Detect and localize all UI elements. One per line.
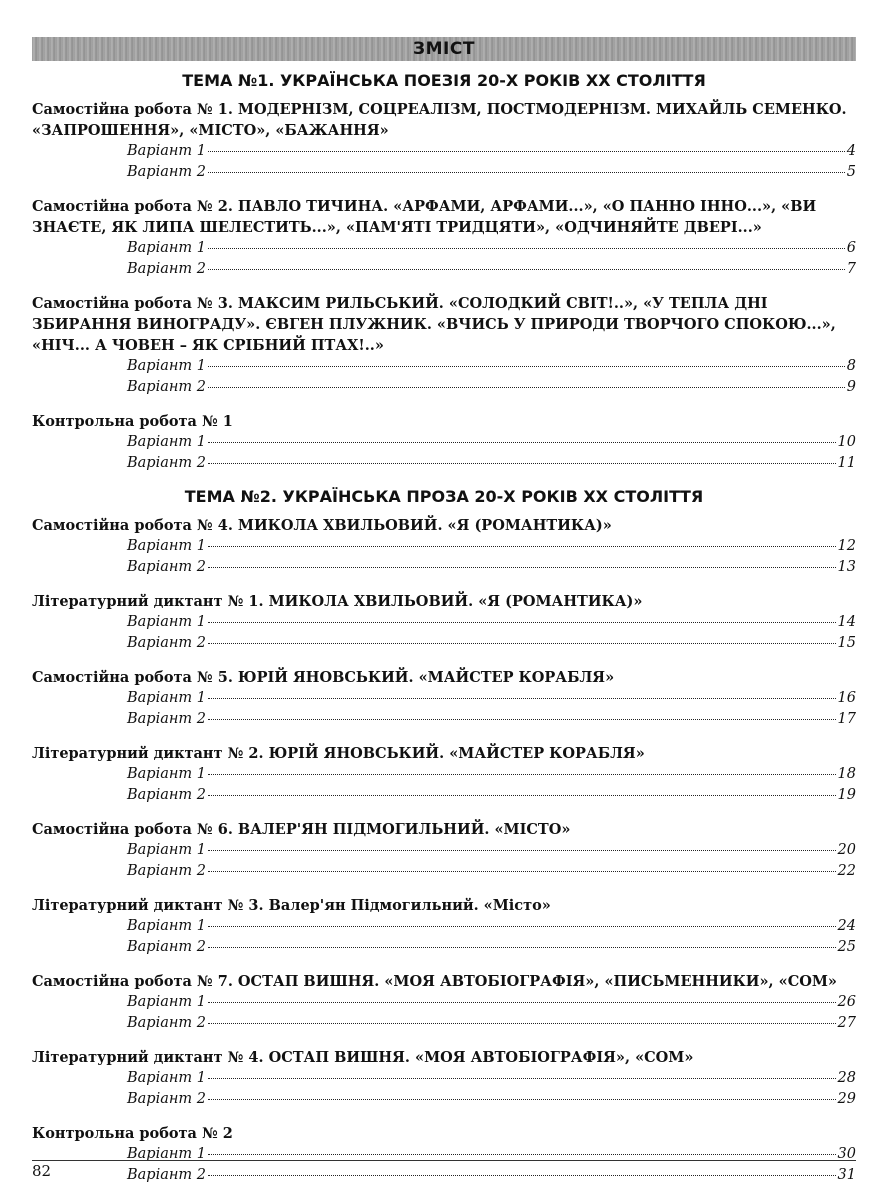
toc-entry[interactable] bbox=[32, 356, 856, 377]
dot-leader bbox=[208, 719, 836, 720]
section-label: Самостійна робота № 7. bbox=[32, 973, 233, 990]
section-title bbox=[32, 411, 856, 432]
toc-header-bar bbox=[32, 37, 856, 61]
toc-content bbox=[32, 64, 856, 1199]
variant-label: Варіант 1 bbox=[127, 1146, 206, 1162]
toc-entry[interactable] bbox=[32, 861, 856, 882]
variant-label: Варіант 1 bbox=[127, 358, 206, 374]
section-label: Самостійна робота № 4. bbox=[32, 517, 233, 534]
dot-leader bbox=[208, 795, 836, 796]
dot-leader bbox=[208, 1002, 836, 1003]
variant-label: Варіант 2 bbox=[127, 787, 206, 803]
dot-leader bbox=[208, 1023, 836, 1024]
entry-page-number: 13 bbox=[837, 559, 856, 575]
section-label: Самостійна робота № 6. bbox=[32, 821, 233, 838]
entry-page-number: 18 bbox=[837, 766, 856, 782]
entry-page-number: 17 bbox=[837, 711, 856, 727]
variant-label: Варіант 1 bbox=[127, 240, 206, 256]
section-topic: ВАЛЕР'ЯН ПІДМОГИЛЬНИЙ. «МІСТО» bbox=[232, 821, 571, 838]
dot-leader bbox=[208, 387, 845, 388]
dot-leader bbox=[208, 1175, 836, 1176]
section-title bbox=[32, 895, 856, 916]
variant-label: Варіант 2 bbox=[127, 1167, 206, 1183]
section-title bbox=[32, 515, 856, 536]
toc-entry[interactable] bbox=[32, 709, 856, 730]
section-label: Контрольна робота № 2 bbox=[32, 1125, 233, 1142]
toc-entry[interactable] bbox=[32, 259, 856, 280]
toc-entry[interactable] bbox=[32, 1013, 856, 1034]
toc-entry[interactable] bbox=[32, 453, 856, 474]
entry-page-number: 29 bbox=[837, 1091, 856, 1107]
dot-leader bbox=[208, 643, 836, 644]
variant-label: Варіант 1 bbox=[127, 842, 206, 858]
entry-page-number: 24 bbox=[837, 918, 856, 934]
entry-page-number: 8 bbox=[846, 358, 856, 374]
toc-entry[interactable] bbox=[32, 1165, 856, 1186]
dot-leader bbox=[208, 567, 836, 568]
toc-entry[interactable] bbox=[32, 141, 856, 162]
section-title bbox=[32, 196, 856, 238]
entry-page-number: 12 bbox=[837, 538, 856, 554]
dot-leader bbox=[208, 947, 836, 948]
entry-page-number: 16 bbox=[837, 690, 856, 706]
section-topic: ЮРІЙ ЯНОВСЬКИЙ. «МАЙСТЕР КОРАБЛЯ» bbox=[263, 745, 645, 762]
variant-label: Варіант 1 bbox=[127, 143, 206, 159]
section-topic: МАКСИМ РИЛЬСЬКИЙ. «СОЛОДКИЙ СВІТ!..», «У ТЕПЛА ДНІ ЗБИРАННЯ ВИНОГРАДУ». ЄВГЕН ПЛУЖНИК. «ВЧИСЬ У ПРИРОДИ ТВОРЧОГО СПОКОЮ...», «НІЧ... А ЧОВЕН – ЯК СРІБНИЙ ПТАХ!..» bbox=[32, 295, 836, 354]
dot-leader bbox=[208, 926, 836, 927]
variant-label: Варіант 2 bbox=[127, 635, 206, 651]
section-label: Літературний диктант № 4. bbox=[32, 1049, 264, 1066]
toc-section bbox=[32, 1123, 856, 1186]
toc-section bbox=[32, 591, 856, 654]
variant-label: Варіант 2 bbox=[127, 455, 206, 471]
toc-entry[interactable] bbox=[32, 764, 856, 785]
toc-section bbox=[32, 819, 856, 882]
dot-leader bbox=[208, 151, 845, 152]
toc-entry[interactable] bbox=[32, 612, 856, 633]
section-label: Літературний диктант № 2. bbox=[32, 745, 264, 762]
dot-leader bbox=[208, 622, 836, 623]
toc-entry[interactable] bbox=[32, 785, 856, 806]
variant-label: Варіант 2 bbox=[127, 1091, 206, 1107]
section-title bbox=[32, 293, 856, 356]
section-title bbox=[32, 1047, 856, 1068]
dot-leader bbox=[208, 248, 845, 249]
toc-heading: ЗМІСТ bbox=[413, 39, 475, 59]
entry-page-number: 30 bbox=[837, 1146, 856, 1162]
section-label: Контрольна робота № 1 bbox=[32, 413, 233, 430]
dot-leader bbox=[208, 1078, 836, 1079]
theme-title: ТЕМА №2. УКРАЇНСЬКА ПРОЗА 20-Х РОКІВ ХХ СТОЛІТТЯ bbox=[184, 487, 704, 506]
entry-page-number: 10 bbox=[837, 434, 856, 450]
entry-page-number: 27 bbox=[837, 1015, 856, 1031]
section-topic: ЮРІЙ ЯНОВСЬКИЙ. «МАЙСТЕР КОРАБЛЯ» bbox=[232, 669, 615, 686]
toc-entry[interactable] bbox=[32, 536, 856, 557]
page-number: 82 bbox=[32, 1162, 52, 1180]
toc-entry[interactable] bbox=[32, 840, 856, 861]
toc-section bbox=[32, 743, 856, 806]
section-topic: ОСТАП ВИШНЯ. «МОЯ АВТОБІОГРАФІЯ», «СОМ» bbox=[263, 1049, 694, 1066]
variant-label: Варіант 1 bbox=[127, 690, 206, 706]
entry-page-number: 22 bbox=[837, 863, 856, 879]
section-topic: МОДЕРНІЗМ, СОЦРЕАЛІЗМ, ПОСТМОДЕРНІЗМ. МИХАЙЛЬ СЕМЕНКО. «ЗАПРОШЕННЯ», «МІСТО», «БАЖАННЯ» bbox=[32, 101, 847, 139]
dot-leader bbox=[208, 698, 836, 699]
toc-section bbox=[32, 895, 856, 958]
section-title bbox=[32, 971, 856, 992]
entry-page-number: 9 bbox=[846, 379, 856, 395]
theme-title: ТЕМА №1. УКРАЇНСЬКА ПОЕЗІЯ 20-Х РОКІВ ХХ СТОЛІТТЯ bbox=[182, 71, 706, 90]
toc-section bbox=[32, 1047, 856, 1110]
section-title bbox=[32, 1123, 856, 1144]
section-topic: ОСТАП ВИШНЯ. «МОЯ АВТОБІОГРАФІЯ», «ПИСЬМЕННИКИ», «СОМ» bbox=[232, 973, 837, 990]
toc-section bbox=[32, 667, 856, 730]
entry-page-number: 14 bbox=[837, 614, 856, 630]
section-label: Літературний диктант № 3. bbox=[32, 897, 264, 914]
dot-leader bbox=[208, 1099, 836, 1100]
toc-section bbox=[32, 971, 856, 1034]
section-topic: Валер'ян Підмогильний. «Місто» bbox=[263, 897, 551, 914]
toc-entry[interactable] bbox=[32, 377, 856, 398]
entry-page-number: 15 bbox=[837, 635, 856, 651]
toc-section bbox=[32, 196, 856, 280]
toc-entry[interactable] bbox=[32, 432, 856, 453]
entry-page-number: 4 bbox=[846, 143, 856, 159]
toc-entry[interactable] bbox=[32, 633, 856, 654]
dot-leader bbox=[208, 442, 836, 443]
dot-leader bbox=[208, 546, 836, 547]
variant-label: Варіант 2 bbox=[127, 164, 206, 180]
section-label: Самостійна робота № 3. bbox=[32, 295, 233, 312]
entry-page-number: 25 bbox=[837, 939, 856, 955]
section-label: Самостійна робота № 2. bbox=[32, 198, 233, 215]
toc-entry[interactable] bbox=[32, 1089, 856, 1110]
entry-page-number: 28 bbox=[837, 1070, 856, 1086]
variant-label: Варіант 1 bbox=[127, 538, 206, 554]
variant-label: Варіант 2 bbox=[127, 863, 206, 879]
section-title bbox=[32, 591, 856, 612]
entry-page-number: 26 bbox=[837, 994, 856, 1010]
variant-label: Варіант 2 bbox=[127, 1015, 206, 1031]
entry-page-number: 31 bbox=[837, 1167, 856, 1183]
variant-label: Варіант 1 bbox=[127, 918, 206, 934]
dot-leader bbox=[208, 1154, 836, 1155]
section-label: Літературний диктант № 1. bbox=[32, 593, 264, 610]
toc-section bbox=[32, 515, 856, 578]
section-title bbox=[32, 667, 856, 688]
section-title bbox=[32, 819, 856, 840]
section-topic: МИКОЛА ХВИЛЬОВИЙ. «Я (РОМАНТИКА)» bbox=[263, 593, 643, 610]
toc-section bbox=[32, 411, 856, 474]
section-topic: ПАВЛО ТИЧИНА. «АРФАМИ, АРФАМИ...», «О ПАННО ІННО...», «ВИ ЗНАЄТЕ, ЯК ЛИПА ШЕЛЕСТИТЬ...», «ПАМ'ЯТІ ТРИДЦЯТИ», «ОДЧИНЯЙТЕ ДВЕРІ...» bbox=[32, 198, 817, 236]
variant-label: Варіант 1 bbox=[127, 1070, 206, 1086]
toc-entry[interactable] bbox=[32, 1068, 856, 1089]
dot-leader bbox=[208, 850, 836, 851]
toc-section bbox=[32, 99, 856, 183]
entry-page-number: 7 bbox=[846, 261, 856, 277]
dot-leader bbox=[208, 172, 845, 173]
toc-entry[interactable] bbox=[32, 688, 856, 709]
section-title bbox=[32, 743, 856, 764]
section-title bbox=[32, 99, 856, 141]
toc-entry[interactable] bbox=[32, 937, 856, 958]
dot-leader bbox=[208, 463, 836, 464]
variant-label: Варіант 1 bbox=[127, 614, 206, 630]
entry-page-number: 11 bbox=[837, 455, 856, 471]
toc-section bbox=[32, 293, 856, 398]
toc-entry[interactable] bbox=[32, 1144, 856, 1165]
dot-leader bbox=[208, 871, 836, 872]
variant-label: Варіант 1 bbox=[127, 994, 206, 1010]
toc-entry[interactable] bbox=[32, 992, 856, 1013]
toc-entry[interactable] bbox=[32, 162, 856, 183]
variant-label: Варіант 2 bbox=[127, 261, 206, 277]
entry-page-number: 20 bbox=[837, 842, 856, 858]
variant-label: Варіант 2 bbox=[127, 711, 206, 727]
footer-divider bbox=[32, 1160, 856, 1161]
variant-label: Варіант 2 bbox=[127, 559, 206, 575]
toc-entry[interactable] bbox=[32, 557, 856, 578]
dot-leader bbox=[208, 269, 845, 270]
variant-label: Варіант 2 bbox=[127, 379, 206, 395]
toc-entry[interactable] bbox=[32, 916, 856, 937]
dot-leader bbox=[208, 774, 836, 775]
variant-label: Варіант 1 bbox=[127, 434, 206, 450]
entry-page-number: 6 bbox=[846, 240, 856, 256]
section-label: Самостійна робота № 1. bbox=[32, 101, 233, 118]
dot-leader bbox=[208, 366, 845, 367]
section-topic: МИКОЛА ХВИЛЬОВИЙ. «Я (РОМАНТИКА)» bbox=[232, 517, 612, 534]
section-label: Самостійна робота № 5. bbox=[32, 669, 233, 686]
entry-page-number: 19 bbox=[837, 787, 856, 803]
variant-label: Варіант 2 bbox=[127, 939, 206, 955]
toc-entry[interactable] bbox=[32, 238, 856, 259]
variant-label: Варіант 1 bbox=[127, 766, 206, 782]
entry-page-number: 5 bbox=[846, 164, 856, 180]
